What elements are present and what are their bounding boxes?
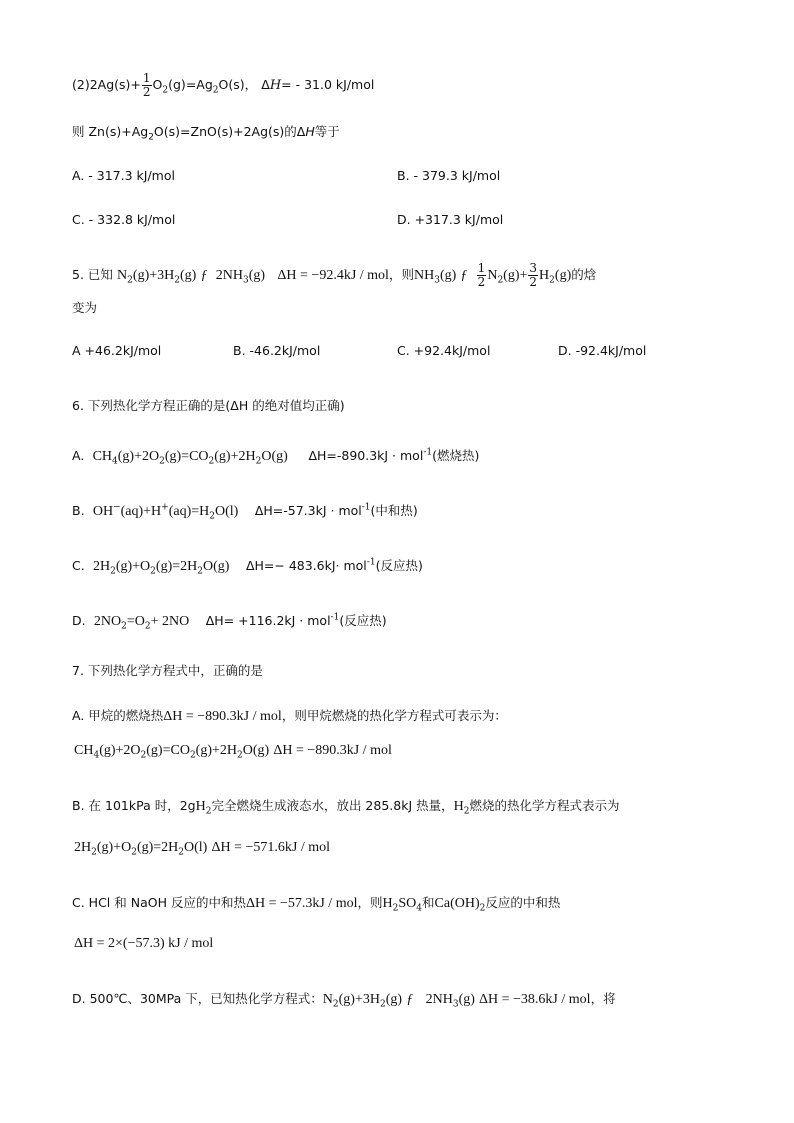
fraction-one-half: $\frac{1}{2}$ (477, 261, 486, 289)
q6-option-c: C. $2H_2(g)+O_2(g)=2H_2O(g)$ ΔH=− 483.6kJ· mol$^{-1}$(反应热) (72, 557, 423, 577)
q6-option-d: D. $2NO_2=O_2+ 2NO$ ΔH= +116.2kJ · mol$^{-1}$(反应热) (72, 612, 387, 632)
q5-option-b: B. -46.2kJ/mol (233, 343, 321, 358)
q6-option-a: A. $CH_4(g)+2O_2(g)=CO_2(g)+2H_2O(g)$ ΔH=-890.3kJ · mol$^{-1}$(燃烧热) (72, 447, 480, 467)
q7-option-c-text: C. HCl 和 NaOH 反应的中和热ΔH = −57.3kJ / mol，则$H_2SO_4$和$Ca(OH)_2$反应的中和热 (72, 895, 561, 914)
fraction-one-half: $\frac{1}{2}$ (142, 71, 151, 99)
question-4-stem: 则 $Zn(s)+Ag_2O(s)=ZnO(s)+2Ag(s)$的ΔH等于 (72, 124, 340, 143)
q7-option-a-text: A. 甲烷的燃烧热ΔH = −890.3kJ / mol，则甲烷燃烧的热化学方程式可表示为： (72, 708, 507, 724)
q4-option-a: A. - 317.3 kJ/mol (72, 168, 175, 183)
question-6-stem: 6. 下列热化学方程正确的是(ΔH 的绝对值均正确) (72, 398, 345, 413)
fraction-three-halves: $\frac{3}{2}$ (529, 261, 538, 289)
q6-option-b: B. $OH^-(aq)+H^+(aq)=H_2O(l)$ ΔH=-57.3kJ · mol$^{-1}$(中和热) (72, 502, 418, 522)
question-7-stem: 7. 下列热化学方程式中，正确的是 (72, 663, 263, 678)
q4-option-b: B. - 379.3 kJ/mol (397, 168, 501, 183)
question-5-stem-cont: 变为 (72, 300, 98, 315)
q5-option-a: A +46.2kJ/mol (72, 343, 162, 358)
q7-option-d-text: D. 500℃、30MPa 下，已知热化学方程式：$N_2(g)+3H_2(g)$ ƒ $2NH_3(g) \Delta H = -38.6kJ$ / mol，将 (72, 991, 616, 1010)
question-5-stem: 5. 已知 $N_2(g)+3H_2(g)$ ƒ $2NH_3(g)$ ΔH = −92.4kJ / mol，则$NH_3(g)$ ƒ $\frac{1}{2}$ $N_2(g)+$ $\frac{3}{2}$ $H_2(g)$的焓 (72, 261, 597, 289)
q5-option-d: D. -92.4kJ/mol (558, 343, 647, 358)
q7-option-a-equation: $CH_4(g)+2O_2(g)=CO_2(g)+2H_2O(g) \Delta H = -890.3kJ$ / mol (74, 743, 392, 761)
equation-2: (2)2Ag(s)+ $\frac{1}{2}$ $O_2(g)=Ag_2O(s)$， ΔH= - 31.0 kJ/mol (72, 71, 375, 99)
q7-option-c-equation: ΔH = 2×(−57.3) kJ / mol (74, 936, 214, 951)
q4-option-c: C. - 332.8 kJ/mol (72, 212, 176, 227)
q5-option-c: C. +92.4kJ/mol (397, 343, 491, 358)
q4-option-d: D. +317.3 kJ/mol (397, 212, 504, 227)
q7-option-b-text: B. 在 101kPa 时，$2gH_2$完全燃烧生成液态水，放出 285.8kJ 热量，$H_2$燃烧的热化学方程式表示为 (72, 798, 620, 817)
q7-option-b-equation: $2H_2(g)+O_2(g)=2H_2O(l) \Delta H = -571.6kJ$ / mol (74, 840, 331, 858)
